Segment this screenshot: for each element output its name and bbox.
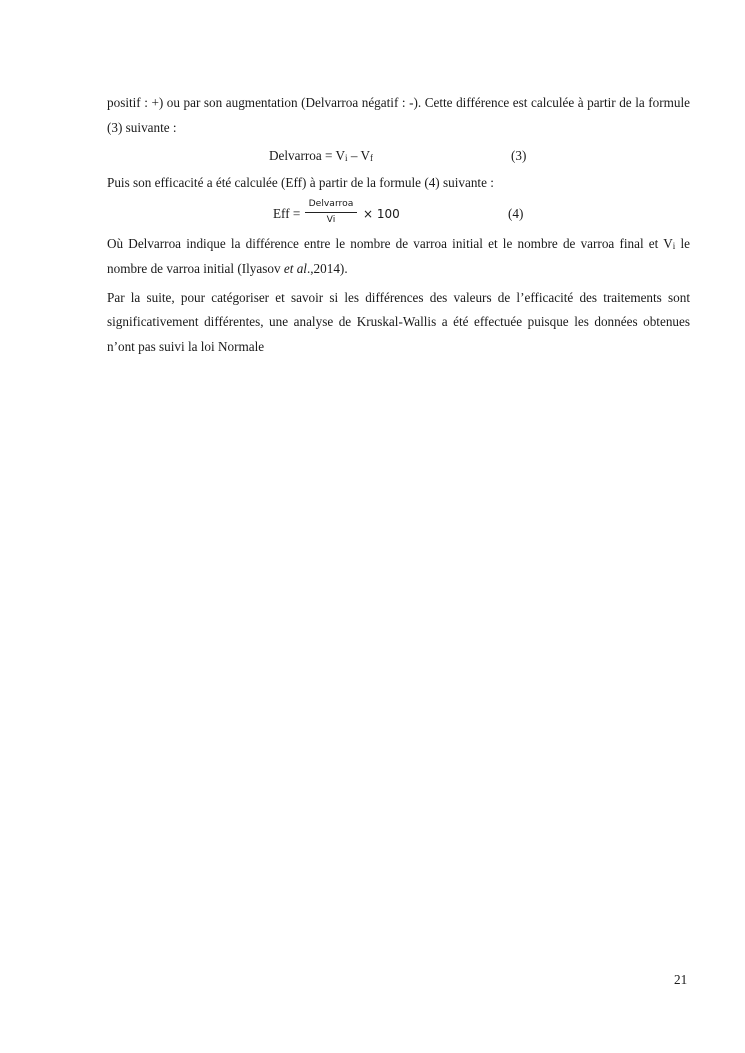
formula-4-fraction: [305, 198, 357, 226]
page-number: 21: [674, 972, 688, 987]
formula-3: [107, 140, 690, 171]
formula-3-expression: Delvarroa = $V_i - V_f$: [269, 148, 374, 163]
fraction-denominator: Vi: [326, 213, 336, 225]
document-body: [107, 91, 690, 359]
formula-4-number: (4): [508, 205, 524, 221]
formula-3-number: (3): [511, 148, 527, 163]
paragraph-formula4-intro: Puis son efficacité a été calculée (Eff) à partir de la formule (4) suivante :: [107, 175, 494, 190]
formula-4: [107, 196, 690, 232]
paragraph-kruskal-wallis: Par la suite, pour catégoriser et savoir si les différences des valeurs de l’efficacité des traitements sont significativement différentes, une analyse de Kruskal-Wallis a été effectuée puisque les données obtenues n’ont pas suivi la loi Normale: [107, 289, 690, 354]
formula-4-lhs: Eff =: [273, 205, 301, 221]
paragraph-formula3-intro: positif : +) ou par son augmentation (Delvarroa négatif : -). Cette différence est calculée à partir de la formule (3) suivante :: [107, 95, 690, 135]
paragraph-definitions: Où Delvarroa indique la différence entre le nombre de varroa initial et le nombre de varroa final et $V_i$ le nombre de varroa initial (Ilyasov et al.,2014).: [107, 235, 690, 276]
fraction-numerator: Delvarroa: [305, 198, 357, 213]
citation-et-al: et al: [283, 261, 307, 276]
formula-4-multiplier: × 100: [363, 206, 400, 221]
